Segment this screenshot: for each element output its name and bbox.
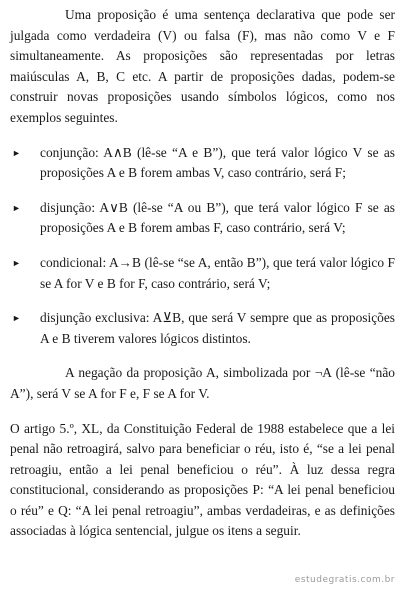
triangle-bullet-icon: ►	[12, 202, 21, 213]
logic-symbol-list	[10, 143, 395, 350]
list-item-text: condicional: A→B (lê-se “se A, então B”), que terá valor lógico F se A for V e B for F, caso contrário, será V;	[40, 254, 395, 291]
list-item-conditional	[10, 253, 395, 294]
triangle-bullet-icon: ►	[12, 147, 21, 158]
triangle-bullet-icon: ►	[12, 313, 21, 324]
list-item-exclusive-disjunction	[10, 308, 395, 349]
list-item-disjunction	[10, 198, 395, 239]
list-item-conjunction	[10, 143, 395, 184]
triangle-bullet-icon: ►	[12, 257, 21, 268]
intro-paragraph: Uma proposição é uma sentença declarativa que pode ser julgada como verdadeira (V) ou falsa (F), mas não como V e F simultaneamente. As proposições são representadas por letras maiúsculas A, B, C etc. A partir de proposições dadas, podem-se construir novas proposições usando símbolos lógicos, como nos exemplos seguintes.	[10, 7, 395, 125]
negation-paragraph: A negação da proposição A, simbolizada por ¬A (lê-se “não A”), será V se A for F e, F se A for V.	[10, 365, 395, 401]
list-item-text: disjunção exclusiva: A⊻B, que será V sempre que as proposições A e B tiverem valores lógicos distintos.	[40, 310, 395, 346]
question-paragraph: O artigo 5.º, XL, da Constituição Federal de 1988 estabelece que a lei penal não retroagirá, salvo para beneficiar o réu, isto é, “se a lei penal retroagiu, então a lei penal beneficiou o réu”. À luz dessa regra constitucional, considerando as proposições P: “A lei penal beneficiou o réu” e Q: “A lei penal retroagiu”, ambas verdadeiras, e as definições associadas à lógica sentencial, julgue os itens a seguir.	[10, 420, 395, 539]
list-item-text: conjunção: A∧B (lê-se “A e B”), que terá valor lógico V se as proposições A e B forem ambas V, caso contrário, será F;	[40, 144, 395, 181]
site-watermark: estudegratis.com.br	[294, 575, 395, 585]
list-item-text: disjunção: A∨B (lê-se “A ou B”), que terá valor lógico F se as proposições A e B forem ambas F, caso contrário, será V;	[40, 199, 395, 236]
